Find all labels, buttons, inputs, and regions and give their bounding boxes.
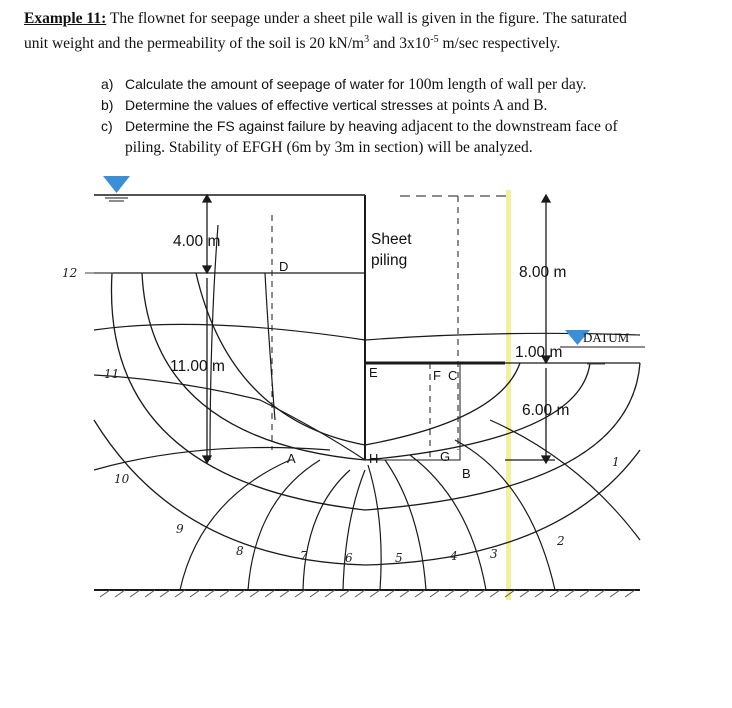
- datum-label: DATUM: [583, 330, 630, 345]
- example-heading: Example 11:: [24, 10, 107, 27]
- sheet-label-2: piling: [371, 252, 408, 269]
- point-g-label: G: [440, 449, 451, 464]
- hand-number: 10: [114, 472, 130, 486]
- dim-right-mid-label: 1.00 m: [515, 344, 563, 361]
- hand-number: 1: [612, 455, 620, 469]
- point-d-label: D: [279, 259, 289, 274]
- question-item-a: a) Calculate the amount of seepage of water for 100m length of wall per day.: [101, 76, 587, 93]
- question-item-c: c) Determine the FS against failure by heaving adjacent to the downstream face of: [101, 118, 618, 135]
- impermeable-hatching: [100, 590, 635, 597]
- dim-left-label: 4.00 m: [173, 233, 221, 250]
- point-b-label: B: [462, 466, 471, 481]
- hand-number: 3: [490, 547, 498, 561]
- highlight-line: [506, 190, 511, 600]
- point-h-label: H: [369, 451, 379, 466]
- dim-right-low-label: 6.00 m: [522, 402, 570, 419]
- point-c-label: C: [448, 368, 458, 383]
- problem-text-line2: unit weight and the permeability of the soil is 20 $kN/m^3$ and $3x10^{-5}$ m/sec respectively.: [24, 34, 561, 53]
- hand-number: 9: [176, 522, 184, 536]
- hand-number: 7: [300, 549, 308, 563]
- hand-number: 5: [395, 551, 403, 565]
- water-level-triangle-upstream: [103, 176, 130, 193]
- question-item-c-cont: piling. Stability of EFGH (6m by 3m in section) will be analyzed.: [125, 139, 533, 156]
- point-a-label: A: [287, 451, 296, 466]
- point-f-label: F: [433, 368, 441, 383]
- hand-number: 11: [104, 367, 120, 381]
- hand-number: 2: [557, 534, 565, 548]
- question-item-b: b) Determine the values of effective vertical stresses at points A and B.: [101, 97, 548, 114]
- sheet-label-1: Sheet: [371, 231, 412, 248]
- problem-text-line1: The flownet for seepage under a sheet pile wall is given in the figure. The saturated: [106, 10, 627, 27]
- hand-number: 12: [62, 266, 78, 280]
- efgh-block: [365, 363, 460, 460]
- hand-number: 6: [345, 551, 353, 565]
- dim-right-top-label: 8.00 m: [519, 264, 567, 281]
- point-e-label: E: [369, 365, 378, 380]
- dim-mid-label: 11.00 m: [170, 358, 225, 375]
- hand-number: 8: [236, 544, 244, 558]
- hand-number: 4: [450, 549, 458, 563]
